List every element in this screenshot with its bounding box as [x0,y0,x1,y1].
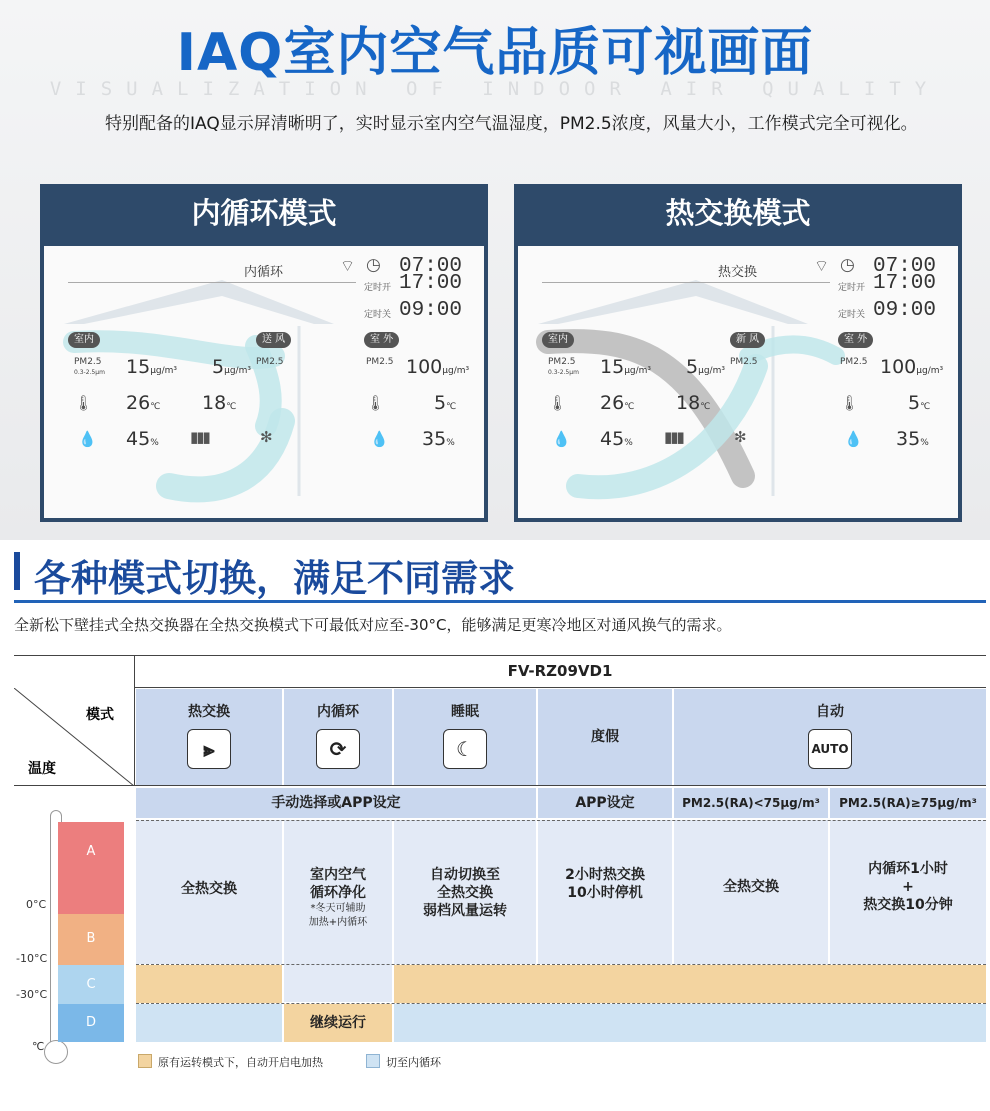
dash-line [136,820,986,821]
indoor-badge: 室内 [68,332,100,348]
auto-high-condition: PM2.5(RA)≥75μg/m³ [830,788,986,818]
fan-speed-icon: ▮▮▮ [190,428,209,446]
wifi-icon: ⌔ [814,256,830,275]
heat-body: 全热交换 [136,820,282,964]
clock-icon: ◷ [840,255,855,275]
temp-minus30: -30°C [16,988,48,1001]
panel-title: 内循环模式 [191,196,337,230]
title-bar [14,552,20,590]
pm-range: 0.3-2.5μm [74,369,105,376]
pm-supply: 5μg/m³ [686,356,725,378]
dash-line [136,964,986,965]
humidity-icon: 💧 [370,430,389,448]
outdoor-badge: 室 外 [364,332,399,348]
temp-supply: 18℃ [202,392,237,414]
outdoor-badge: 室 外 [838,332,873,348]
iaq-screen [518,246,958,518]
page-title: IAQ室内空气品质可视画面 [176,23,814,83]
mode-holiday: 度假 [538,689,672,785]
title-underline [14,600,986,603]
heater-zone [394,965,986,1003]
clock-time: 07:00 [873,255,937,278]
holiday-body: 2小时热交换 10小时停机 [538,820,672,964]
clock-time: 07:00 [399,255,463,278]
mode-sleep: 睡眠 ☾ [394,689,536,785]
humidity-outdoor: 35% [896,428,929,450]
timer-on-label: 定时开 [364,283,392,293]
thermometer-icon: 🌡 [74,394,94,412]
model-name: FV-RZ09VD1 [507,662,613,680]
inner-body: 室内空气 循环净化 *冬天可辅助 加热+内循环 [284,820,392,1002]
thermometer-icon: 🌡 [840,394,860,412]
temp-supply: 18℃ [676,392,711,414]
humidity-icon: 💧 [552,430,571,448]
pm-label-supply: PM2.5 [256,357,284,367]
panel-title: 热交换模式 [665,196,811,230]
divider [542,282,830,283]
pm-range: 0.3-2.5μm [548,369,579,376]
mode-label: 模式 [86,707,114,723]
pm-label-outdoor: PM2.5 [366,357,394,367]
mode-label: 内循环 [244,265,284,280]
sleep-body: 自动切换至 全热交换 弱档风量运转 [394,820,536,964]
zone-a: A [58,822,124,914]
indoor-badge: 室内 [542,332,574,348]
legend-blue-swatch [366,1054,380,1068]
mode-heat-exchange: 热交换 ⫸ [136,689,282,785]
zone-b: B [58,914,124,965]
pm-outdoor: 100μg/m³ [880,356,944,378]
timer-off-time: 09:00 [399,299,463,322]
pm-supply: 5μg/m³ [212,356,251,378]
divider [68,282,356,283]
timer-off-label: 定时关 [364,310,392,320]
clock-icon: ◷ [366,255,381,275]
iaq-section [0,0,990,540]
supply-badge: 送 风 [256,332,291,348]
pm-label-supply: PM2.5 [730,357,758,367]
zone-c: C [58,965,124,1004]
timer-on-time: 17:00 [873,272,937,295]
dash-line [136,1003,986,1004]
legend-orange-label: 原有运转模式下，自动开启电加热 [158,1056,323,1069]
rule [134,687,986,688]
page-subtitle: VISUALIZATION OF INDOOR AIR QUALITY [49,78,941,100]
temp-indoor: 26℃ [126,392,161,414]
timer-on-label: 定时开 [838,283,866,293]
pm-label: PM2.5 [74,357,102,367]
auto-high-body: 内循环1小时 + 热交换10分钟 [830,820,986,964]
humidity-icon: 💧 [844,430,863,448]
heater-zone [136,965,282,1003]
mode-label: 热交换 [718,265,758,280]
humidity-indoor: 45% [600,428,633,450]
legend-blue-label: 切至内循环 [386,1056,441,1069]
mode-auto: 自动 AUTO [674,689,986,785]
iaq-screen [44,246,484,518]
temp-label: 温度 [28,761,56,777]
temp-outdoor: 5℃ [908,392,931,414]
section-desc: 全新松下壁挂式全热交换器在全热交换模式下可最低对应至-30°C，能够满足更寒冷地区对通风换气的需求。 [14,616,732,634]
continue-run: 继续运行 [284,1004,392,1042]
moon-icon: ☾ [443,729,487,769]
pm-outdoor: 100μg/m³ [406,356,470,378]
app-setting: APP设定 [538,788,672,818]
intro-text: 特别配备的IAQ显示屏清晰明了，实时显示室内空气温湿度，PM2.5浓度，风量大小，工作模式完全可视化。 [105,114,918,134]
mode-switch-section [0,540,990,1111]
heat-exchange-icon: ⫸ [187,729,231,769]
humidity-indoor: 45% [126,428,159,450]
inner-zone [394,1004,986,1042]
timer-off-time: 09:00 [873,299,937,322]
timer-off-label: 定时关 [838,310,866,320]
humidity-icon: 💧 [78,430,97,448]
legend-orange-swatch [138,1054,152,1068]
timer-on-time: 17:00 [399,272,463,295]
thermometer-icon: 🌡 [548,394,568,412]
circulation-icon: ⟳ [316,729,360,769]
temp-indoor: 26℃ [600,392,635,414]
pm-label: PM2.5 [548,357,576,367]
fan-speed-icon: ▮▮▮ [664,428,683,446]
fan-icon: ✻ [260,428,273,446]
supply-badge: 新 风 [730,332,765,348]
manual-or-app: 手动选择或APP设定 [136,788,536,818]
temp-outdoor: 5℃ [434,392,457,414]
panel-heat-exchange [514,184,962,522]
thermometer-icon: 🌡 [366,394,386,412]
mode-inner-circulation: 内循环 ⟳ [284,689,392,785]
temp-0: 0°C [26,898,47,911]
auto-low-condition: PM2.5(RA)<75μg/m³ [674,788,828,818]
auto-low-body: 全热交换 [674,820,828,964]
pm-indoor: 15μg/m³ [600,356,652,378]
temp-unit: ℃ [32,1040,45,1053]
pm-label-outdoor: PM2.5 [840,357,868,367]
auto-icon: AUTO [808,729,852,769]
humidity-outdoor: 35% [422,428,455,450]
inner-zone [136,1004,282,1042]
temp-minus10: -10°C [16,952,48,965]
section-title: 各种模式切换，满足不同需求 [34,557,515,600]
rule [14,785,986,786]
fan-icon: ✻ [734,428,747,446]
panel-inner-circulation [40,184,488,522]
thermometer-bulb [44,1040,68,1064]
zone-d: D [58,1004,124,1042]
wifi-icon: ⌔ [340,256,356,275]
pm-indoor: 15μg/m³ [126,356,178,378]
